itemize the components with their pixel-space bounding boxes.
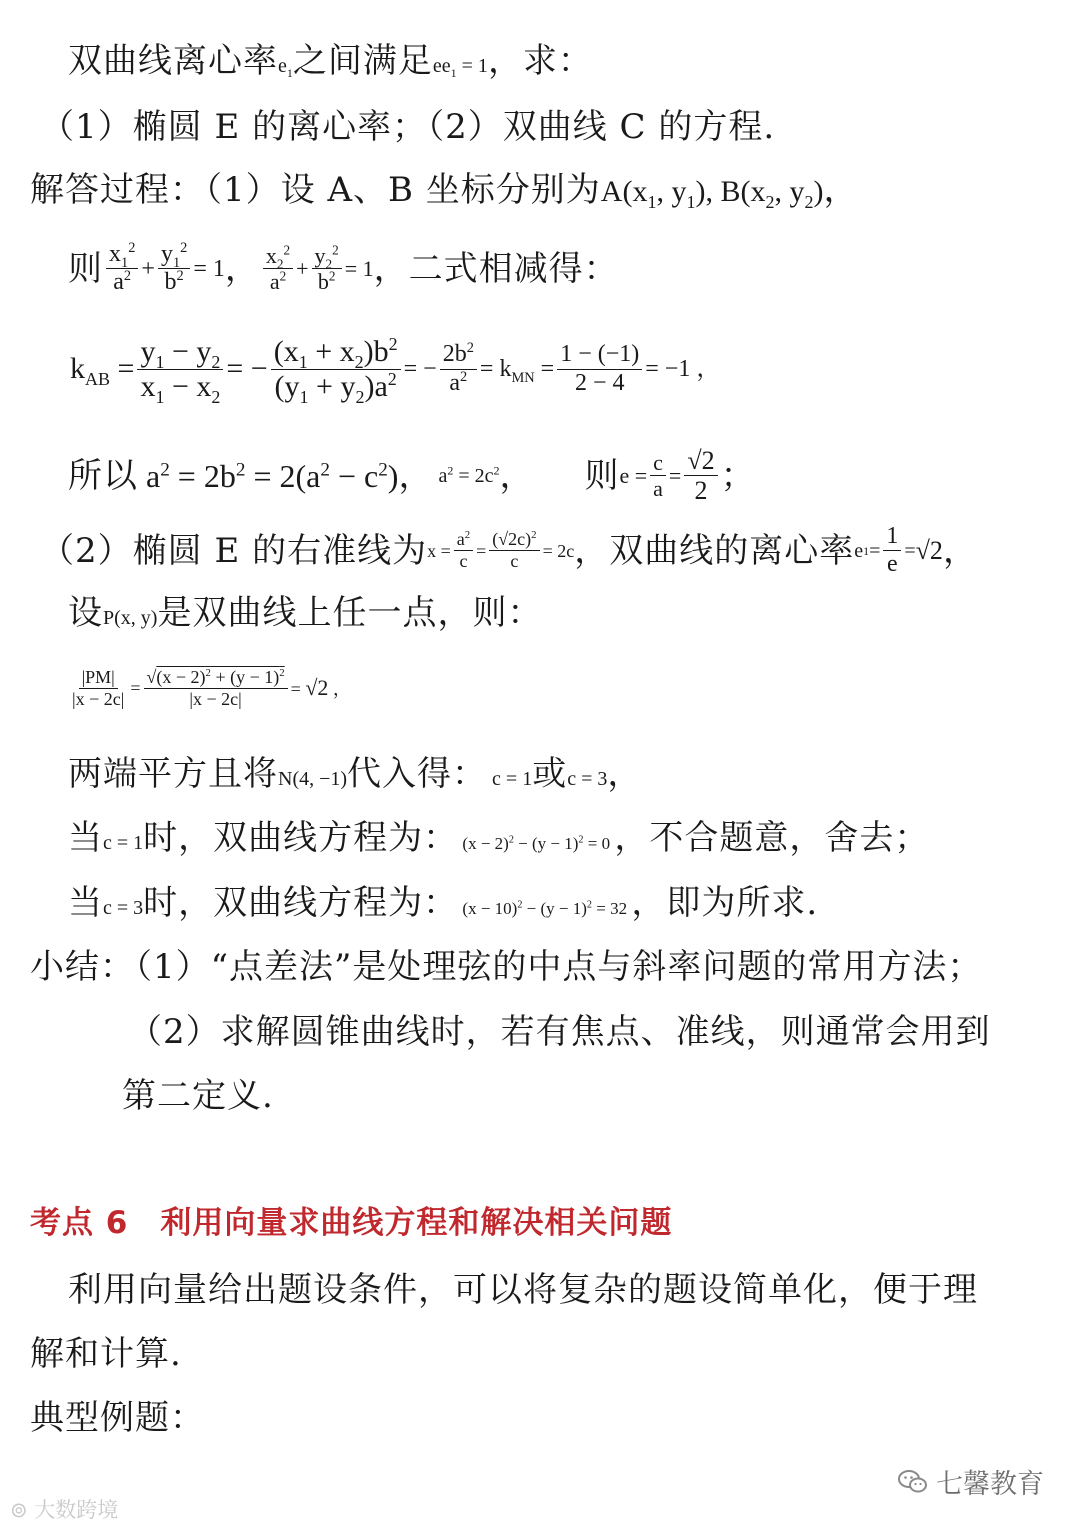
text: ，二式相减得： bbox=[373, 248, 619, 289]
formula-ellipse-1: $x_1^2$ $a^2$ + $y_1^2$ $b^2$ = 1 bbox=[103, 242, 225, 295]
text-line-4 bbox=[68, 242, 619, 295]
formula-ellipse-2: $x_2^2$ $a^2$ + $y_2^2$ $b^2$ = 1 bbox=[260, 244, 374, 293]
text: 设 bbox=[68, 593, 103, 633]
formula-hyperbola-2: $(x - 10)^2 - (y - 1)^2 = 32$ bbox=[458, 899, 632, 918]
text: ，即为所求. bbox=[631, 883, 819, 923]
formula-point-n: N(4, −1) bbox=[278, 768, 348, 790]
text: 则 bbox=[68, 248, 103, 289]
summary-line-1: 小结：（1）“点差法”是处理弦的中点与斜率问题的常用方法； bbox=[30, 947, 983, 987]
text-line-2: （1）椭圆 E 的离心率；（2）双曲线 C 的方程. bbox=[40, 107, 776, 147]
formula-points: $A(x_1$, $y_1$), $B(x_2$, $y_2$) bbox=[600, 175, 824, 212]
formula-distance-ratio: $\frac{|PM|}{|x - 2c|}$ = $\frac{√(x - 2)^2 + (y - 1)^2}{|x - 2c|}$ = √2 ， bbox=[72, 667, 351, 709]
summary-line-3: 第二定义. bbox=[122, 1076, 274, 1116]
text: ， bbox=[499, 455, 535, 496]
text: 之间满足 bbox=[292, 41, 433, 81]
text: 所以 bbox=[68, 455, 138, 496]
formula-c3: c = 3 bbox=[103, 897, 144, 919]
formula-e1: $e_1$ bbox=[278, 55, 293, 80]
text: ， bbox=[224, 248, 260, 289]
text: ，双曲线的离心率 bbox=[574, 530, 855, 571]
text: 时，双曲线方程为： bbox=[143, 883, 459, 923]
text-line-17: 利用向量给出题设条件，可以将复杂的题设简单化，便于理 bbox=[68, 1270, 978, 1310]
text-line-6: 所以 $a^2 = 2b^2 = 2(a^2 - c^2)$ ， $a^2 = 2c^2$ ， 则 e = c a = √2 2 ； bbox=[68, 446, 756, 506]
text-line-19: 典型例题： bbox=[30, 1398, 205, 1438]
text: ， bbox=[823, 170, 859, 210]
text: 是双曲线上任一点，则： bbox=[157, 593, 543, 633]
watermark-left bbox=[10, 1494, 118, 1524]
text: （2）椭圆 E 的右准线为 bbox=[40, 530, 428, 571]
text: 两端平方且将 bbox=[68, 754, 278, 794]
summary-line-2: （2）求解圆锥曲线时，若有焦点、准线，则通常会用到 bbox=[128, 1012, 991, 1052]
formula-e: e = c a = √2 2 bbox=[619, 447, 720, 505]
formula-a2-2c2: $a^2 = 2c^2$ bbox=[433, 463, 500, 487]
text: 代入得： bbox=[347, 754, 488, 794]
formula-c3: c = 3 bbox=[567, 768, 608, 790]
text-line-8 bbox=[68, 593, 543, 633]
text: 则 bbox=[584, 455, 620, 496]
watermark-left-text: 大数跨境 bbox=[34, 1498, 119, 1522]
text-line-3 bbox=[30, 170, 859, 212]
text: ，求： bbox=[487, 41, 593, 81]
text-line-12 bbox=[68, 883, 819, 923]
text-line-18: 解和计算. bbox=[30, 1334, 182, 1374]
wechat-icon bbox=[898, 1469, 928, 1495]
text: 当 bbox=[68, 818, 103, 858]
section-heading: 考点 6 利用向量求曲线方程和解决相关问题 bbox=[30, 1205, 673, 1241]
text-line-7 bbox=[40, 524, 978, 577]
text: ， bbox=[607, 754, 643, 794]
formula-a2: $a^2 = 2b^2 = 2(a^2 - c^2)$ bbox=[138, 457, 399, 494]
text: 解答过程：（1）设 A、B 坐标分别为 bbox=[30, 170, 601, 210]
text-line-1 bbox=[68, 41, 593, 81]
text-line-11 bbox=[68, 818, 930, 858]
text: ， bbox=[942, 530, 978, 571]
watermark-logo-icon: ⊚ bbox=[10, 1498, 28, 1522]
formula-slope: $k_{AB}$ = $\frac{y_1 - y_2}{x_1 - x_2}$ = − $\frac{(x_1 + x_2)b^2}{(y_1 + y_2)a^2}$ = − $\frac{2b^2}{a^2}$ = $k_{MN}$ = $\frac{1 - (-1)}{2 - 4}$ = −1 ， bbox=[70, 334, 721, 407]
watermark-right bbox=[898, 1462, 1044, 1501]
watermark-right-text: 七馨教育 bbox=[936, 1469, 1044, 1500]
text: ，不合题意，舍去； bbox=[614, 818, 930, 858]
text-line-10 bbox=[68, 754, 643, 794]
text: ， bbox=[398, 455, 434, 496]
formula-point-p: P(x, y) bbox=[103, 607, 158, 629]
formula-e1-value: e 1 = 1 e = √2 bbox=[854, 523, 943, 578]
text: 时，双曲线方程为： bbox=[143, 818, 459, 858]
formula-directrix: x = $a^2$ c = $(√2c)^2$ c = 2c bbox=[427, 529, 575, 572]
formula-hyperbola-1: $(x - 2)^2 - (y - 1)^2 = 0$ bbox=[458, 834, 615, 853]
text: 当 bbox=[68, 883, 103, 923]
formula-c1: c = 1 bbox=[103, 832, 144, 854]
text: 双曲线离心率 bbox=[68, 41, 278, 81]
formula-ee1: $ee_1 = 1$ bbox=[432, 55, 488, 80]
text: 或 bbox=[532, 754, 568, 794]
formula-c1: c = 1 bbox=[487, 768, 533, 790]
